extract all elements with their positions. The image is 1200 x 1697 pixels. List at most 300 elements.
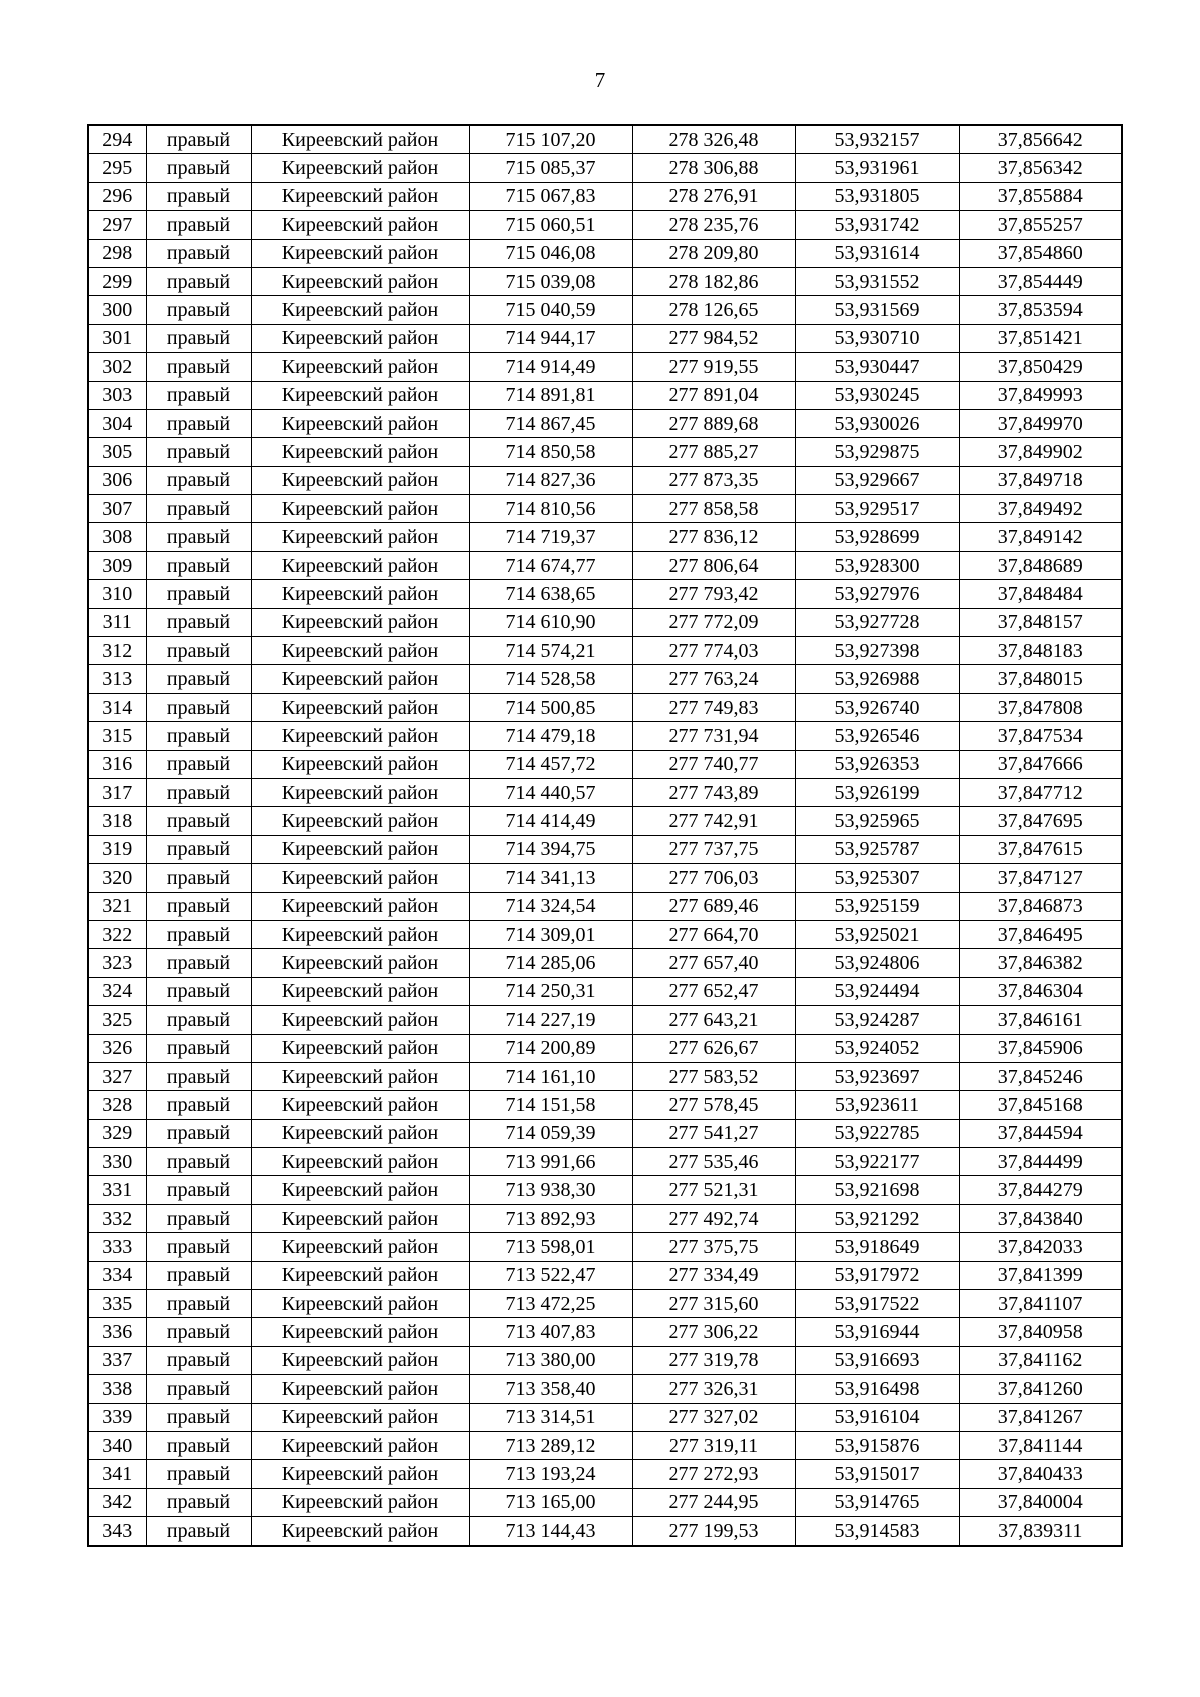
longitude-cell: 37,849718 <box>959 466 1122 494</box>
latitude-cell: 53,925307 <box>795 864 959 892</box>
point-number-cell: 295 <box>88 154 146 182</box>
x-coordinate-cell: 713 380,00 <box>469 1346 632 1374</box>
bank-side-cell: правый <box>146 778 251 806</box>
table-row <box>88 949 1122 977</box>
latitude-cell: 53,925159 <box>795 892 959 920</box>
point-number-cell: 321 <box>88 892 146 920</box>
y-coordinate-cell: 277 326,31 <box>632 1375 795 1403</box>
bank-side-cell: правый <box>146 1488 251 1516</box>
y-coordinate-cell: 277 740,77 <box>632 750 795 778</box>
longitude-cell: 37,849970 <box>959 409 1122 437</box>
bank-side-cell: правый <box>146 1006 251 1034</box>
point-number-cell: 300 <box>88 296 146 324</box>
x-coordinate-cell: 713 522,47 <box>469 1261 632 1289</box>
point-number-cell: 339 <box>88 1403 146 1431</box>
district-cell: Киреевский район <box>251 1346 469 1374</box>
table-row <box>88 353 1122 381</box>
longitude-cell: 37,847127 <box>959 864 1122 892</box>
latitude-cell: 53,922177 <box>795 1148 959 1176</box>
y-coordinate-cell: 278 306,88 <box>632 154 795 182</box>
x-coordinate-cell: 714 638,65 <box>469 580 632 608</box>
table-row <box>88 381 1122 409</box>
district-cell: Киреевский район <box>251 835 469 863</box>
district-cell: Киреевский район <box>251 1290 469 1318</box>
y-coordinate-cell: 277 306,22 <box>632 1318 795 1346</box>
latitude-cell: 53,924052 <box>795 1034 959 1062</box>
district-cell: Киреевский район <box>251 438 469 466</box>
point-number-cell: 309 <box>88 551 146 579</box>
point-number-cell: 311 <box>88 608 146 636</box>
latitude-cell: 53,930710 <box>795 324 959 352</box>
y-coordinate-cell: 277 272,93 <box>632 1460 795 1488</box>
latitude-cell: 53,931961 <box>795 154 959 182</box>
bank-side-cell: правый <box>146 807 251 835</box>
district-cell: Киреевский район <box>251 495 469 523</box>
table-row <box>88 1148 1122 1176</box>
table-row <box>88 892 1122 920</box>
longitude-cell: 37,844279 <box>959 1176 1122 1204</box>
y-coordinate-cell: 277 772,09 <box>632 608 795 636</box>
table-row <box>88 1488 1122 1516</box>
longitude-cell: 37,847534 <box>959 722 1122 750</box>
y-coordinate-cell: 277 858,58 <box>632 495 795 523</box>
x-coordinate-cell: 715 085,37 <box>469 154 632 182</box>
bank-side-cell: правый <box>146 466 251 494</box>
x-coordinate-cell: 714 457,72 <box>469 750 632 778</box>
district-cell: Киреевский район <box>251 750 469 778</box>
coordinates-table <box>87 124 1123 1547</box>
point-number-cell: 314 <box>88 693 146 721</box>
x-coordinate-cell: 714 719,37 <box>469 523 632 551</box>
table-row <box>88 523 1122 551</box>
bank-side-cell: правый <box>146 665 251 693</box>
x-coordinate-cell: 714 850,58 <box>469 438 632 466</box>
y-coordinate-cell: 277 199,53 <box>632 1517 795 1546</box>
x-coordinate-cell: 713 193,24 <box>469 1460 632 1488</box>
point-number-cell: 313 <box>88 665 146 693</box>
x-coordinate-cell: 715 039,08 <box>469 267 632 295</box>
longitude-cell: 37,856642 <box>959 125 1122 154</box>
bank-side-cell: правый <box>146 1346 251 1374</box>
point-number-cell: 298 <box>88 239 146 267</box>
point-number-cell: 333 <box>88 1233 146 1261</box>
point-number-cell: 315 <box>88 722 146 750</box>
point-number-cell: 310 <box>88 580 146 608</box>
point-number-cell: 297 <box>88 211 146 239</box>
district-cell: Киреевский район <box>251 1403 469 1431</box>
district-cell: Киреевский район <box>251 211 469 239</box>
district-cell: Киреевский район <box>251 637 469 665</box>
x-coordinate-cell: 713 358,40 <box>469 1375 632 1403</box>
table-row <box>88 1346 1122 1374</box>
bank-side-cell: правый <box>146 551 251 579</box>
y-coordinate-cell: 278 235,76 <box>632 211 795 239</box>
y-coordinate-cell: 277 535,46 <box>632 1148 795 1176</box>
longitude-cell: 37,848015 <box>959 665 1122 693</box>
point-number-cell: 302 <box>88 353 146 381</box>
point-number-cell: 325 <box>88 1006 146 1034</box>
district-cell: Киреевский район <box>251 1261 469 1289</box>
x-coordinate-cell: 714 827,36 <box>469 466 632 494</box>
table-row <box>88 409 1122 437</box>
point-number-cell: 301 <box>88 324 146 352</box>
latitude-cell: 53,926988 <box>795 665 959 693</box>
x-coordinate-cell: 713 892,93 <box>469 1204 632 1232</box>
latitude-cell: 53,923697 <box>795 1062 959 1090</box>
district-cell: Киреевский район <box>251 892 469 920</box>
latitude-cell: 53,932157 <box>795 125 959 154</box>
latitude-cell: 53,916104 <box>795 1403 959 1431</box>
district-cell: Киреевский район <box>251 1034 469 1062</box>
y-coordinate-cell: 277 689,46 <box>632 892 795 920</box>
district-cell: Киреевский район <box>251 1517 469 1546</box>
longitude-cell: 37,841107 <box>959 1290 1122 1318</box>
table-row <box>88 750 1122 778</box>
point-number-cell: 296 <box>88 182 146 210</box>
x-coordinate-cell: 714 610,90 <box>469 608 632 636</box>
x-coordinate-cell: 713 289,12 <box>469 1431 632 1459</box>
table-row <box>88 1290 1122 1318</box>
y-coordinate-cell: 277 743,89 <box>632 778 795 806</box>
district-cell: Киреевский район <box>251 182 469 210</box>
table-row <box>88 835 1122 863</box>
bank-side-cell: правый <box>146 977 251 1005</box>
x-coordinate-cell: 714 227,19 <box>469 1006 632 1034</box>
latitude-cell: 53,925787 <box>795 835 959 863</box>
y-coordinate-cell: 277 583,52 <box>632 1062 795 1090</box>
longitude-cell: 37,856342 <box>959 154 1122 182</box>
y-coordinate-cell: 277 919,55 <box>632 353 795 381</box>
y-coordinate-cell: 277 541,27 <box>632 1119 795 1147</box>
table-row <box>88 665 1122 693</box>
y-coordinate-cell: 278 182,86 <box>632 267 795 295</box>
y-coordinate-cell: 278 126,65 <box>632 296 795 324</box>
x-coordinate-cell: 713 938,30 <box>469 1176 632 1204</box>
latitude-cell: 53,916944 <box>795 1318 959 1346</box>
longitude-cell: 37,849993 <box>959 381 1122 409</box>
table-row <box>88 438 1122 466</box>
point-number-cell: 306 <box>88 466 146 494</box>
latitude-cell: 53,914583 <box>795 1517 959 1546</box>
longitude-cell: 37,849492 <box>959 495 1122 523</box>
table-row <box>88 1176 1122 1204</box>
latitude-cell: 53,923611 <box>795 1091 959 1119</box>
table-row <box>88 154 1122 182</box>
table-row <box>88 580 1122 608</box>
bank-side-cell: правый <box>146 1034 251 1062</box>
y-coordinate-cell: 277 521,31 <box>632 1176 795 1204</box>
latitude-cell: 53,922785 <box>795 1119 959 1147</box>
longitude-cell: 37,848689 <box>959 551 1122 579</box>
table-row <box>88 637 1122 665</box>
district-cell: Киреевский район <box>251 1318 469 1346</box>
x-coordinate-cell: 714 324,54 <box>469 892 632 920</box>
latitude-cell: 53,926353 <box>795 750 959 778</box>
table-body <box>88 125 1122 1546</box>
point-number-cell: 307 <box>88 495 146 523</box>
district-cell: Киреевский район <box>251 864 469 892</box>
y-coordinate-cell: 277 315,60 <box>632 1290 795 1318</box>
y-coordinate-cell: 277 891,04 <box>632 381 795 409</box>
y-coordinate-cell: 277 793,42 <box>632 580 795 608</box>
y-coordinate-cell: 277 889,68 <box>632 409 795 437</box>
y-coordinate-cell: 277 492,74 <box>632 1204 795 1232</box>
latitude-cell: 53,930245 <box>795 381 959 409</box>
latitude-cell: 53,931569 <box>795 296 959 324</box>
bank-side-cell: правый <box>146 1062 251 1090</box>
district-cell: Киреевский район <box>251 239 469 267</box>
district-cell: Киреевский район <box>251 1006 469 1034</box>
point-number-cell: 331 <box>88 1176 146 1204</box>
longitude-cell: 37,841162 <box>959 1346 1122 1374</box>
x-coordinate-cell: 714 944,17 <box>469 324 632 352</box>
point-number-cell: 305 <box>88 438 146 466</box>
longitude-cell: 37,841267 <box>959 1403 1122 1431</box>
x-coordinate-cell: 713 165,00 <box>469 1488 632 1516</box>
longitude-cell: 37,849142 <box>959 523 1122 551</box>
latitude-cell: 53,931805 <box>795 182 959 210</box>
longitude-cell: 37,848183 <box>959 637 1122 665</box>
longitude-cell: 37,848484 <box>959 580 1122 608</box>
bank-side-cell: правый <box>146 1517 251 1546</box>
bank-side-cell: правый <box>146 1261 251 1289</box>
district-cell: Киреевский район <box>251 977 469 1005</box>
x-coordinate-cell: 714 914,49 <box>469 353 632 381</box>
district-cell: Киреевский район <box>251 693 469 721</box>
bank-side-cell: правый <box>146 892 251 920</box>
district-cell: Киреевский район <box>251 1488 469 1516</box>
district-cell: Киреевский район <box>251 1148 469 1176</box>
latitude-cell: 53,921698 <box>795 1176 959 1204</box>
district-cell: Киреевский район <box>251 1091 469 1119</box>
district-cell: Киреевский район <box>251 608 469 636</box>
y-coordinate-cell: 277 319,11 <box>632 1431 795 1459</box>
x-coordinate-cell: 713 144,43 <box>469 1517 632 1546</box>
bank-side-cell: правый <box>146 324 251 352</box>
longitude-cell: 37,854449 <box>959 267 1122 295</box>
latitude-cell: 53,928699 <box>795 523 959 551</box>
table-row <box>88 1403 1122 1431</box>
latitude-cell: 53,930447 <box>795 353 959 381</box>
x-coordinate-cell: 714 161,10 <box>469 1062 632 1090</box>
x-coordinate-cell: 714 341,13 <box>469 864 632 892</box>
table-row <box>88 1091 1122 1119</box>
y-coordinate-cell: 277 334,49 <box>632 1261 795 1289</box>
longitude-cell: 37,841144 <box>959 1431 1122 1459</box>
point-number-cell: 316 <box>88 750 146 778</box>
x-coordinate-cell: 714 440,57 <box>469 778 632 806</box>
bank-side-cell: правый <box>146 267 251 295</box>
district-cell: Киреевский район <box>251 949 469 977</box>
point-number-cell: 324 <box>88 977 146 1005</box>
district-cell: Киреевский район <box>251 1204 469 1232</box>
longitude-cell: 37,849902 <box>959 438 1122 466</box>
point-number-cell: 343 <box>88 1517 146 1546</box>
table-row <box>88 807 1122 835</box>
table-row <box>88 1062 1122 1090</box>
y-coordinate-cell: 277 731,94 <box>632 722 795 750</box>
bank-side-cell: правый <box>146 608 251 636</box>
latitude-cell: 53,916693 <box>795 1346 959 1374</box>
y-coordinate-cell: 277 806,64 <box>632 551 795 579</box>
latitude-cell: 53,918649 <box>795 1233 959 1261</box>
district-cell: Киреевский район <box>251 125 469 154</box>
y-coordinate-cell: 277 836,12 <box>632 523 795 551</box>
district-cell: Киреевский район <box>251 1119 469 1147</box>
y-coordinate-cell: 277 706,03 <box>632 864 795 892</box>
point-number-cell: 330 <box>88 1148 146 1176</box>
bank-side-cell: правый <box>146 580 251 608</box>
x-coordinate-cell: 713 991,66 <box>469 1148 632 1176</box>
district-cell: Киреевский район <box>251 466 469 494</box>
y-coordinate-cell: 277 984,52 <box>632 324 795 352</box>
table-row <box>88 920 1122 948</box>
bank-side-cell: правый <box>146 1318 251 1346</box>
x-coordinate-cell: 715 060,51 <box>469 211 632 239</box>
latitude-cell: 53,931614 <box>795 239 959 267</box>
table-row <box>88 1375 1122 1403</box>
table-row <box>88 466 1122 494</box>
x-coordinate-cell: 713 407,83 <box>469 1318 632 1346</box>
y-coordinate-cell: 277 737,75 <box>632 835 795 863</box>
table-row <box>88 1233 1122 1261</box>
longitude-cell: 37,840433 <box>959 1460 1122 1488</box>
x-coordinate-cell: 714 674,77 <box>469 551 632 579</box>
table-row <box>88 211 1122 239</box>
table-row <box>88 722 1122 750</box>
longitude-cell: 37,847695 <box>959 807 1122 835</box>
longitude-cell: 37,847666 <box>959 750 1122 778</box>
district-cell: Киреевский район <box>251 551 469 579</box>
latitude-cell: 53,925021 <box>795 920 959 948</box>
x-coordinate-cell: 714 891,81 <box>469 381 632 409</box>
district-cell: Киреевский район <box>251 665 469 693</box>
point-number-cell: 294 <box>88 125 146 154</box>
page-number: 7 <box>594 68 606 92</box>
longitude-cell: 37,840004 <box>959 1488 1122 1516</box>
latitude-cell: 53,929875 <box>795 438 959 466</box>
longitude-cell: 37,846382 <box>959 949 1122 977</box>
bank-side-cell: правый <box>146 1233 251 1261</box>
point-number-cell: 312 <box>88 637 146 665</box>
longitude-cell: 37,853594 <box>959 296 1122 324</box>
y-coordinate-cell: 277 763,24 <box>632 665 795 693</box>
bank-side-cell: правый <box>146 182 251 210</box>
bank-side-cell: правый <box>146 438 251 466</box>
latitude-cell: 53,929667 <box>795 466 959 494</box>
bank-side-cell: правый <box>146 1119 251 1147</box>
x-coordinate-cell: 714 574,21 <box>469 637 632 665</box>
point-number-cell: 323 <box>88 949 146 977</box>
point-number-cell: 329 <box>88 1119 146 1147</box>
point-number-cell: 342 <box>88 1488 146 1516</box>
longitude-cell: 37,844499 <box>959 1148 1122 1176</box>
point-number-cell: 299 <box>88 267 146 295</box>
bank-side-cell: правый <box>146 920 251 948</box>
point-number-cell: 341 <box>88 1460 146 1488</box>
x-coordinate-cell: 714 309,01 <box>469 920 632 948</box>
longitude-cell: 37,843840 <box>959 1204 1122 1232</box>
latitude-cell: 53,927976 <box>795 580 959 608</box>
bank-side-cell: правый <box>146 1091 251 1119</box>
table-row <box>88 1517 1122 1546</box>
latitude-cell: 53,916498 <box>795 1375 959 1403</box>
y-coordinate-cell: 278 276,91 <box>632 182 795 210</box>
point-number-cell: 320 <box>88 864 146 892</box>
district-cell: Киреевский район <box>251 1431 469 1459</box>
longitude-cell: 37,847615 <box>959 835 1122 863</box>
district-cell: Киреевский район <box>251 523 469 551</box>
bank-side-cell: правый <box>146 1204 251 1232</box>
longitude-cell: 37,839311 <box>959 1517 1122 1546</box>
district-cell: Киреевский район <box>251 722 469 750</box>
table-row <box>88 1204 1122 1232</box>
table-row <box>88 296 1122 324</box>
x-coordinate-cell: 713 598,01 <box>469 1233 632 1261</box>
x-coordinate-cell: 714 479,18 <box>469 722 632 750</box>
latitude-cell: 53,927398 <box>795 637 959 665</box>
latitude-cell: 53,926546 <box>795 722 959 750</box>
bank-side-cell: правый <box>146 1375 251 1403</box>
table-row <box>88 239 1122 267</box>
longitude-cell: 37,844594 <box>959 1119 1122 1147</box>
latitude-cell: 53,928300 <box>795 551 959 579</box>
x-coordinate-cell: 714 528,58 <box>469 665 632 693</box>
table-row <box>88 1006 1122 1034</box>
x-coordinate-cell: 714 810,56 <box>469 495 632 523</box>
latitude-cell: 53,917522 <box>795 1290 959 1318</box>
longitude-cell: 37,848157 <box>959 608 1122 636</box>
latitude-cell: 53,924806 <box>795 949 959 977</box>
bank-side-cell: правый <box>146 693 251 721</box>
point-number-cell: 336 <box>88 1318 146 1346</box>
y-coordinate-cell: 277 652,47 <box>632 977 795 1005</box>
point-number-cell: 328 <box>88 1091 146 1119</box>
district-cell: Киреевский район <box>251 1233 469 1261</box>
bank-side-cell: правый <box>146 409 251 437</box>
x-coordinate-cell: 714 500,85 <box>469 693 632 721</box>
x-coordinate-cell: 714 414,49 <box>469 807 632 835</box>
table-row <box>88 267 1122 295</box>
table-row <box>88 778 1122 806</box>
y-coordinate-cell: 277 626,67 <box>632 1034 795 1062</box>
latitude-cell: 53,931552 <box>795 267 959 295</box>
bank-side-cell: правый <box>146 637 251 665</box>
bank-side-cell: правый <box>146 239 251 267</box>
district-cell: Киреевский район <box>251 353 469 381</box>
table-row <box>88 1460 1122 1488</box>
district-cell: Киреевский район <box>251 1375 469 1403</box>
bank-side-cell: правый <box>146 864 251 892</box>
longitude-cell: 37,841399 <box>959 1261 1122 1289</box>
x-coordinate-cell: 715 046,08 <box>469 239 632 267</box>
y-coordinate-cell: 277 742,91 <box>632 807 795 835</box>
district-cell: Киреевский район <box>251 580 469 608</box>
longitude-cell: 37,841260 <box>959 1375 1122 1403</box>
y-coordinate-cell: 277 375,75 <box>632 1233 795 1261</box>
longitude-cell: 37,845246 <box>959 1062 1122 1090</box>
table-row <box>88 495 1122 523</box>
y-coordinate-cell: 277 643,21 <box>632 1006 795 1034</box>
district-cell: Киреевский район <box>251 807 469 835</box>
x-coordinate-cell: 714 151,58 <box>469 1091 632 1119</box>
latitude-cell: 53,914765 <box>795 1488 959 1516</box>
x-coordinate-cell: 713 472,25 <box>469 1290 632 1318</box>
x-coordinate-cell: 714 250,31 <box>469 977 632 1005</box>
y-coordinate-cell: 277 657,40 <box>632 949 795 977</box>
bank-side-cell: правый <box>146 949 251 977</box>
district-cell: Киреевский район <box>251 381 469 409</box>
